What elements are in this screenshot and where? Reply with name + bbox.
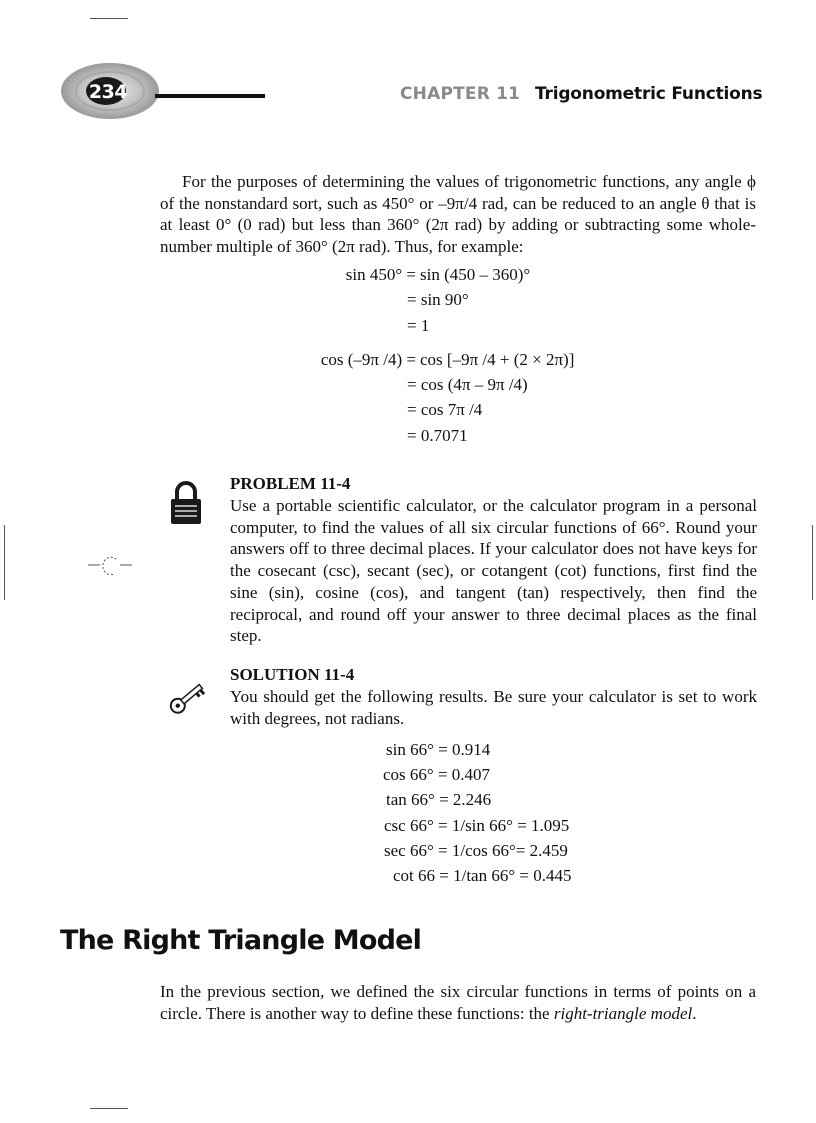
registration-mark-icon	[86, 550, 136, 580]
equation-sin-lhs: sin 450° =	[345, 265, 416, 284]
solution-title: SOLUTION 11-4	[230, 665, 355, 684]
section-italic-term: right-triangle model	[553, 1003, 693, 1023]
equation-sin-step: = sin 90°	[407, 290, 469, 309]
equation-cos-step: cos [–9π /4 + (2 × 2π)]	[420, 350, 575, 369]
problem-text: Use a portable scientific calculator, or the calculator program in a personal computer, to find the values of all six circular functions of 66°. Round your answers off to three decimal places. If your calculator does not have keys for the cosecant (csc), secant (sec), or cotangent (cot) functions, first find the sine (sin), cosine (cos), and tangent (tan) respectively, then find the reciprocal, and round off your answer to three decimal places as the final step.	[230, 496, 757, 646]
section-heading: The Right Triangle Model	[60, 925, 422, 956]
equation-cos-step: = 0.7071	[407, 426, 468, 445]
result-csc: csc 66° = 1/sin 66° = 1.095	[384, 816, 570, 835]
equation-cos-step: = cos (4π – 9π /4)	[407, 375, 528, 394]
result-cos: cos 66° = 0.407	[383, 765, 491, 784]
crop-mark-left	[4, 525, 5, 600]
header-rule	[155, 94, 265, 98]
crop-mark-top	[90, 18, 128, 19]
result-tan: tan 66° = 2.246	[386, 790, 492, 809]
crop-mark-right	[812, 525, 813, 600]
result-cot: cot 66 = 1/tan 66° = 0.445	[393, 866, 572, 885]
problem-title: PROBLEM 11-4	[230, 474, 351, 493]
equation-sin-step: sin (450 – 360)°	[420, 265, 531, 284]
padlock-icon	[168, 480, 204, 526]
section-text-end: .	[692, 1003, 697, 1023]
intro-paragraph: For the purposes of determining the values of trigonometric functions, any angle ϕ of the nonstandard sort, such as 450° or –9π/4 rad, can be reduced to an angle θ that is at least 0° (0 rad) but less than 360° (2π rad) by adding or subtracting some whole-number multiple of 360° (2π rad). Thus, for example:	[160, 172, 756, 257]
page-number: 234	[88, 81, 128, 103]
key-icon	[166, 678, 208, 718]
equation-cos-step: = cos 7π /4	[407, 400, 483, 419]
chapter-title: Trigonometric Functions	[535, 84, 763, 104]
section-text: In the previous section, we defined the six circular functions in terms of points on a circle. There is another way to define these functions: the	[160, 982, 756, 1023]
result-sin: sin 66° = 0.914	[386, 740, 491, 759]
solution-text: You should get the following results. Be sure your calculator is set to work with degrees, not radians.	[230, 687, 757, 728]
crop-mark-bottom	[90, 1108, 128, 1109]
result-sec: sec 66° = 1/cos 66°= 2.459	[384, 841, 568, 860]
equation-sin-step: = 1	[407, 316, 430, 335]
equation-cos-lhs: cos (–9π /4) =	[320, 350, 416, 369]
chapter-label: CHAPTER 11	[400, 84, 521, 104]
section-paragraph	[160, 981, 756, 1024]
